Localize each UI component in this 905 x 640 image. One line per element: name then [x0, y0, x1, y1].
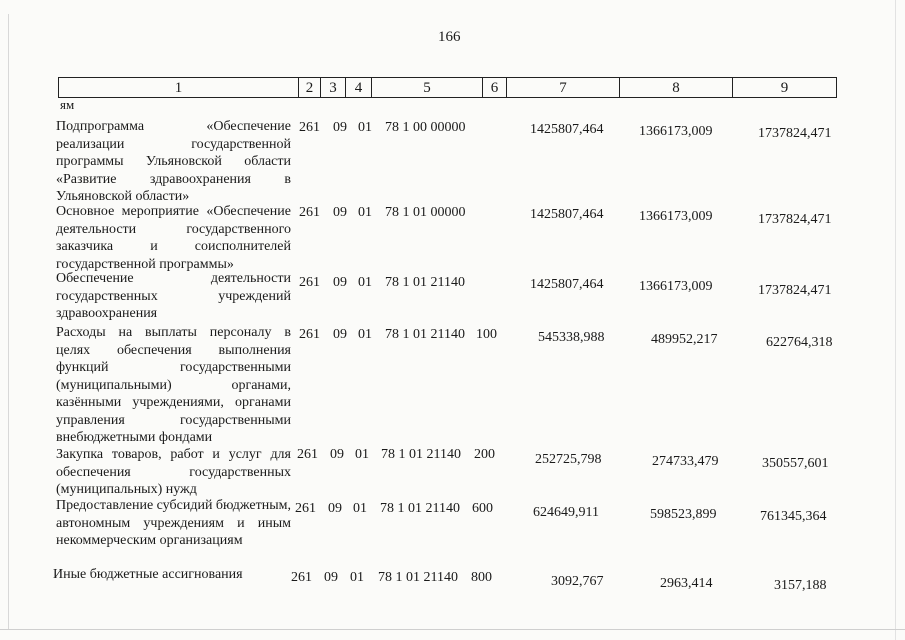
row-5-target-article: 78 1 01 21140 [380, 501, 460, 516]
row-2-value-7: 1425807,464 [530, 277, 604, 292]
row-4-value-7: 252725,798 [535, 452, 602, 467]
header-col-4: 4 [346, 78, 372, 97]
row-6-target-article: 78 1 01 21140 [378, 570, 458, 585]
row-2-section: 09 [333, 275, 347, 290]
row-2-subsection: 01 [358, 275, 372, 290]
row-3-description: Расходы на выплаты персоналу в целях обеспечения выполнения функций государственными (муниципальными) органами, казёнными учреждениями, органами управления государственными внебюджетными фондами [56, 325, 291, 445]
row-5-section: 09 [328, 501, 342, 516]
row-6-subsection: 01 [350, 570, 364, 585]
row-1-description: Основное мероприятие «Обеспечение деятельности государственного заказчика и соисполнителей государственной программы» [56, 204, 291, 272]
row-5-expense-type: 600 [472, 501, 493, 516]
row-3-value-7: 545338,988 [538, 330, 605, 345]
row-4-expense-type: 200 [474, 447, 495, 462]
header-col-5: 5 [372, 78, 483, 97]
continuation-fragment: ям [60, 97, 75, 112]
row-3-section: 09 [333, 327, 347, 342]
page-edge-bottom [0, 629, 905, 630]
row-1-code: 261 [299, 205, 320, 220]
header-col-8: 8 [620, 78, 733, 97]
row-6-value-7: 3092,767 [551, 574, 604, 589]
row-6-value-8: 2963,414 [660, 576, 713, 591]
row-6-code: 261 [291, 570, 312, 585]
row-5-value-7: 624649,911 [533, 505, 599, 520]
row-1-value-7: 1425807,464 [530, 207, 604, 222]
row-4-value-8: 274733,479 [652, 454, 719, 469]
row-5-description: Предоставление субсидий бюджетным, автономным учреждениям и иным некоммерческим организациям [56, 498, 292, 548]
row-5-code: 261 [295, 501, 316, 516]
row-2-target-article: 78 1 01 21140 [385, 275, 465, 290]
row-3-expense-type: 100 [476, 327, 497, 342]
row-1-section: 09 [333, 205, 347, 220]
page-edge-right [895, 0, 896, 640]
row-0-description: Подпрограмма «Обеспечение реализации государственной программы Ульяновской области «Развитие здравоохранения в Ульяновской области» [56, 119, 291, 204]
row-6-description: Иные бюджетные ассигнования [53, 567, 243, 582]
row-0-value-8: 1366173,009 [639, 124, 713, 139]
row-0-target-article: 78 1 00 00000 [385, 120, 466, 135]
row-6-expense-type: 800 [471, 570, 492, 585]
row-5-value-9: 761345,364 [760, 509, 827, 524]
row-0-value-7: 1425807,464 [530, 122, 604, 137]
row-1-subsection: 01 [358, 205, 372, 220]
row-3-value-9: 622764,318 [766, 335, 833, 350]
row-2-value-9: 1737824,471 [758, 283, 832, 298]
header-col-1: 1 [59, 78, 299, 97]
row-2-value-8: 1366173,009 [639, 279, 713, 294]
row-5-subsection: 01 [353, 501, 367, 516]
page-edge-left [8, 14, 9, 629]
row-3-subsection: 01 [358, 327, 372, 342]
row-0-value-9: 1737824,471 [758, 126, 832, 141]
header-col-6: 6 [483, 78, 507, 97]
header-col-2: 2 [299, 78, 321, 97]
row-4-description: Закупка товаров, работ и услуг для обеспечения государственных (муниципальных) нужд [56, 447, 291, 497]
row-3-code: 261 [299, 327, 320, 342]
row-1-value-8: 1366173,009 [639, 209, 713, 224]
row-4-value-9: 350557,601 [762, 456, 829, 471]
header-col-3: 3 [321, 78, 346, 97]
row-3-target-article: 78 1 01 21140 [385, 327, 465, 342]
row-4-subsection: 01 [355, 447, 369, 462]
row-6-value-9: 3157,188 [774, 578, 827, 593]
row-0-section: 09 [333, 120, 347, 135]
row-0-subsection: 01 [358, 120, 372, 135]
row-0-code: 261 [299, 120, 320, 135]
row-3-value-8: 489952,217 [651, 332, 718, 347]
header-col-7: 7 [507, 78, 620, 97]
row-2-description: Обеспечение деятельности государственных учреждений здравоохранения [56, 271, 291, 321]
row-1-value-9: 1737824,471 [758, 212, 832, 227]
row-4-code: 261 [297, 447, 318, 462]
page-number: 166 [438, 29, 461, 45]
row-4-section: 09 [330, 447, 344, 462]
row-4-target-article: 78 1 01 21140 [381, 447, 461, 462]
header-col-9: 9 [780, 80, 789, 96]
row-2-code: 261 [299, 275, 320, 290]
row-6-section: 09 [324, 570, 338, 585]
table-header-row [58, 77, 837, 98]
row-1-target-article: 78 1 01 00000 [385, 205, 466, 220]
row-5-value-8: 598523,899 [650, 507, 717, 522]
